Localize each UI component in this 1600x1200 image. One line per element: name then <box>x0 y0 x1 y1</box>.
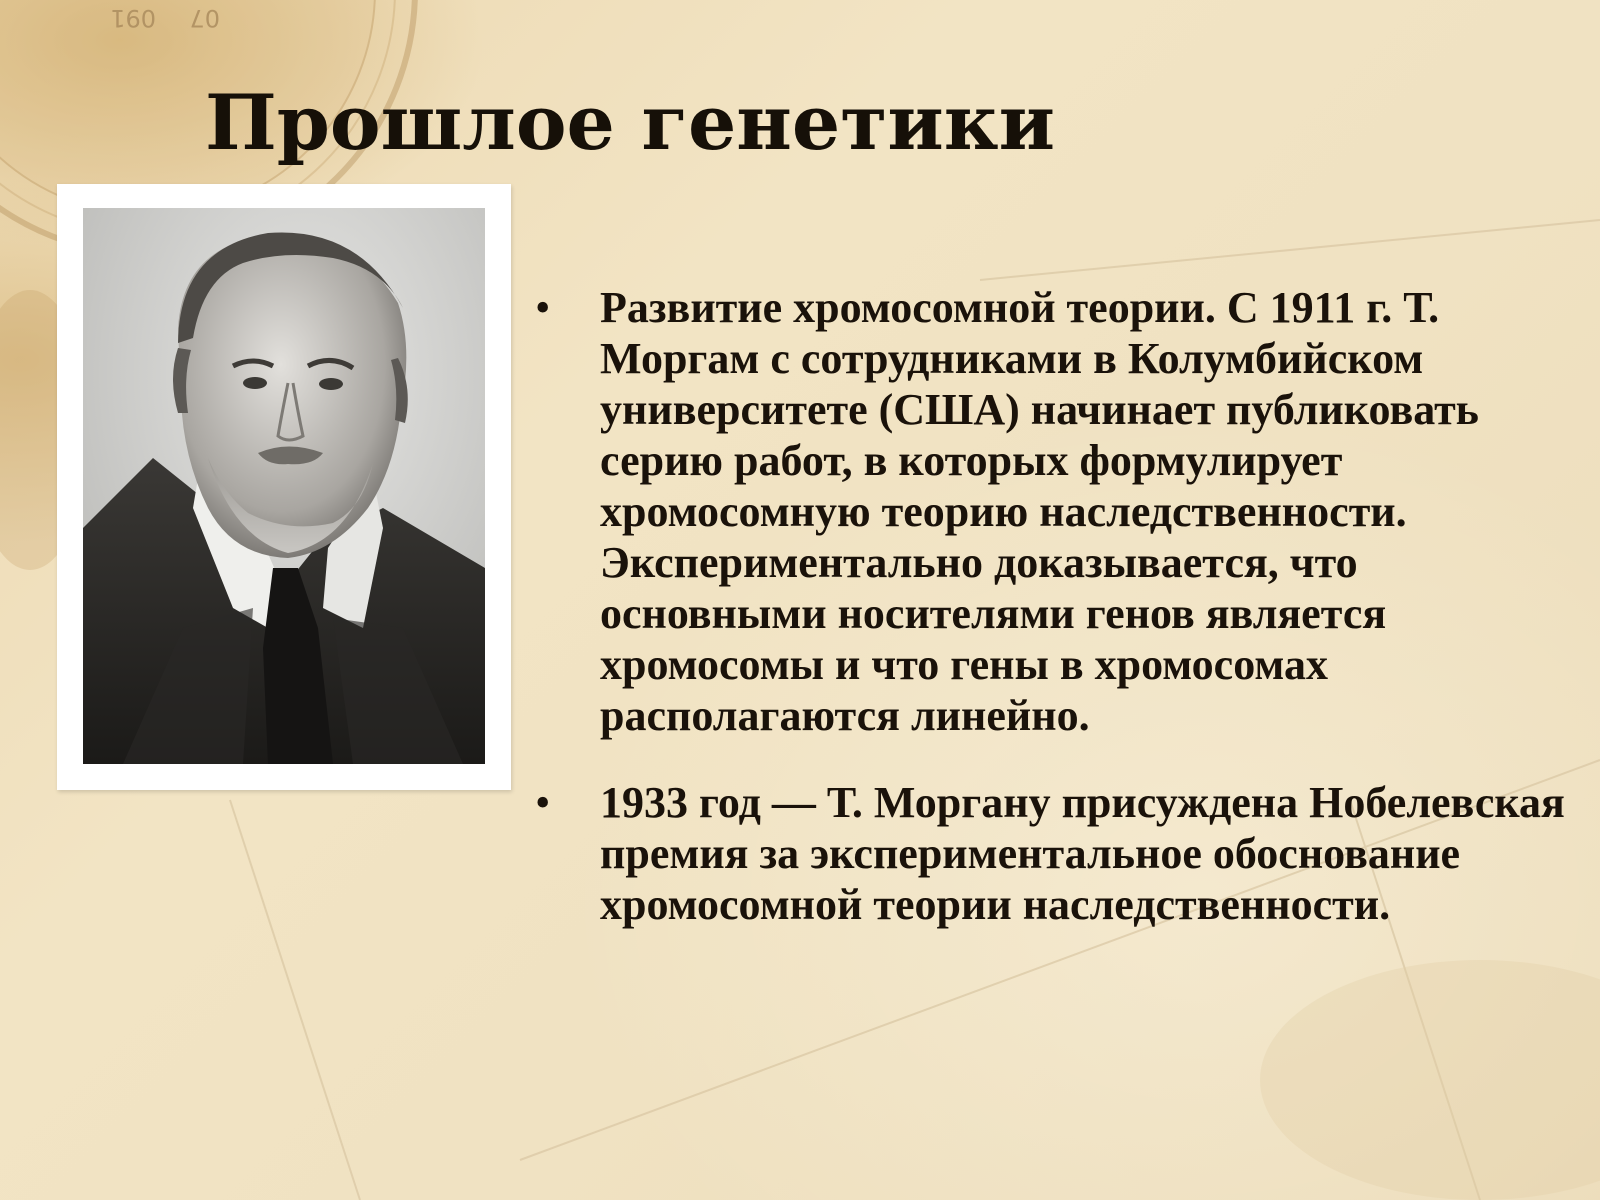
bullet-item <box>535 777 1575 930</box>
bullet-list <box>535 282 1575 930</box>
bullet-marker: • <box>535 283 551 332</box>
compass-tick-label: 07 <box>189 4 220 32</box>
bullet-text: Развитие хромосомной теории. С 1911 г. Т. Моргам с сотрудниками в Колумбийском университете (США) начинает публиковать серию работ, в которых формулирует хромосомную теорию наследственности. Экспериментально доказывается, что основными носителями генов является хромосомы и что гены в хромосомах располагаются линейно. <box>600 283 1479 740</box>
bullet-item <box>535 282 1575 741</box>
bullet-text: 1933 год — Т. Моргану присуждена Нобелевская премия за экспериментальное обоснование хромосомной теории наследственности. <box>600 778 1565 929</box>
portrait-photo <box>83 208 485 764</box>
compass-tick-label: 091 <box>110 4 156 32</box>
slide-title: Прошлое генетики <box>205 78 1055 167</box>
bullet-marker: • <box>535 778 551 827</box>
portrait-illustration <box>83 208 485 764</box>
portrait-frame <box>57 184 511 790</box>
